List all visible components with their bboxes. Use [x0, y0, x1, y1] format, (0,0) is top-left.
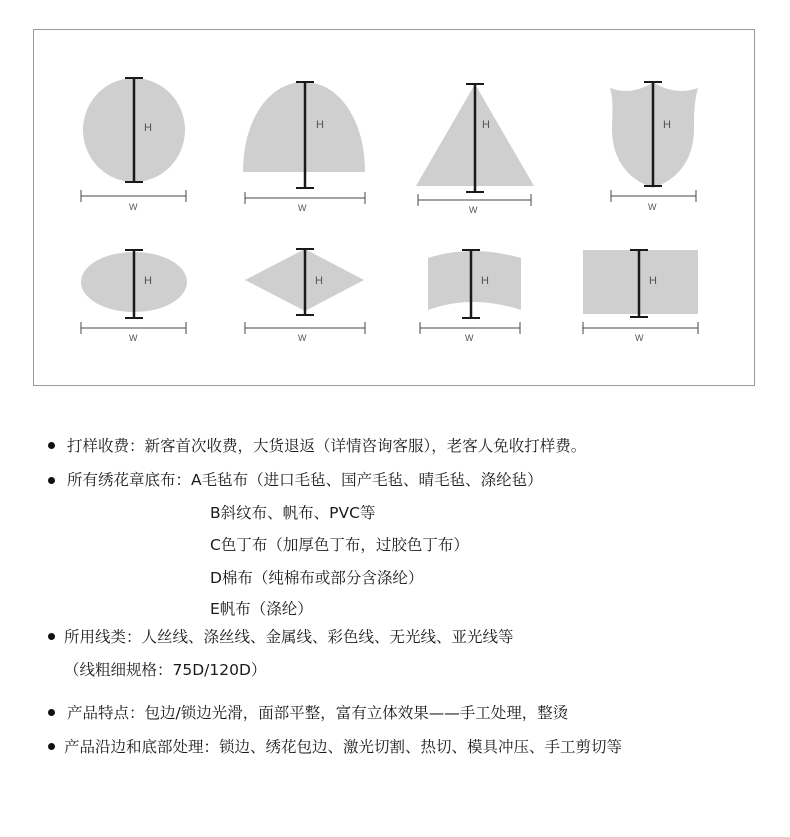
product-features-text: 产品特点：包边/锁边光滑，面部平整，富有立体效果——手工处理，整烫	[67, 704, 569, 722]
edge-treatment-text: 产品沿边和底部处理：锁边、绣花包边、激光切割、热切、模具冲压、手工剪切等	[64, 738, 623, 756]
base-fabric-option-c: C色丁布（加厚色丁布，过胶色丁布）	[210, 536, 469, 554]
bullet-dot	[48, 633, 55, 640]
width-label: W	[469, 205, 478, 215]
width-label: W	[635, 333, 644, 343]
bullet-dot	[48, 743, 55, 750]
height-label: H	[482, 119, 490, 131]
width-label: W	[465, 333, 474, 343]
height-label: H	[663, 119, 671, 131]
height-label: H	[649, 275, 657, 287]
height-label: H	[481, 275, 489, 287]
thread-types-text: 所用线类：人丝线、涤丝线、金属线、彩色线、无光线、亚光线等	[64, 628, 514, 646]
width-label: W	[129, 333, 138, 343]
height-label: H	[316, 119, 324, 131]
width-label: W	[298, 203, 307, 213]
base-fabric-option-d: D棉布（纯棉布或部分含涤纶）	[210, 569, 424, 587]
bullet-dot	[48, 442, 55, 449]
height-label: H	[315, 275, 323, 287]
width-label: W	[298, 333, 307, 343]
width-label: W	[648, 202, 657, 212]
base-fabric-option-e: E帆布（涤纶）	[210, 600, 313, 618]
height-label: H	[144, 275, 152, 287]
bullet-dot	[48, 477, 55, 484]
sample-fee-text: 打样收费：新客首次收费，大货退返（详情咨询客服），老客人免收打样费。	[67, 437, 587, 455]
thread-spec-text: （线粗细规格：75D/120D）	[64, 661, 267, 679]
height-label: H	[144, 122, 152, 134]
base-fabric-text: 所有绣花章底布：A毛毡布（进口毛毡、国产毛毡、晴毛毡、涤纶毡）	[67, 471, 543, 489]
bullet-dot	[48, 709, 55, 716]
base-fabric-option-b: B斜纹布、帆布、PVC等	[210, 504, 376, 522]
width-label: W	[129, 202, 138, 212]
